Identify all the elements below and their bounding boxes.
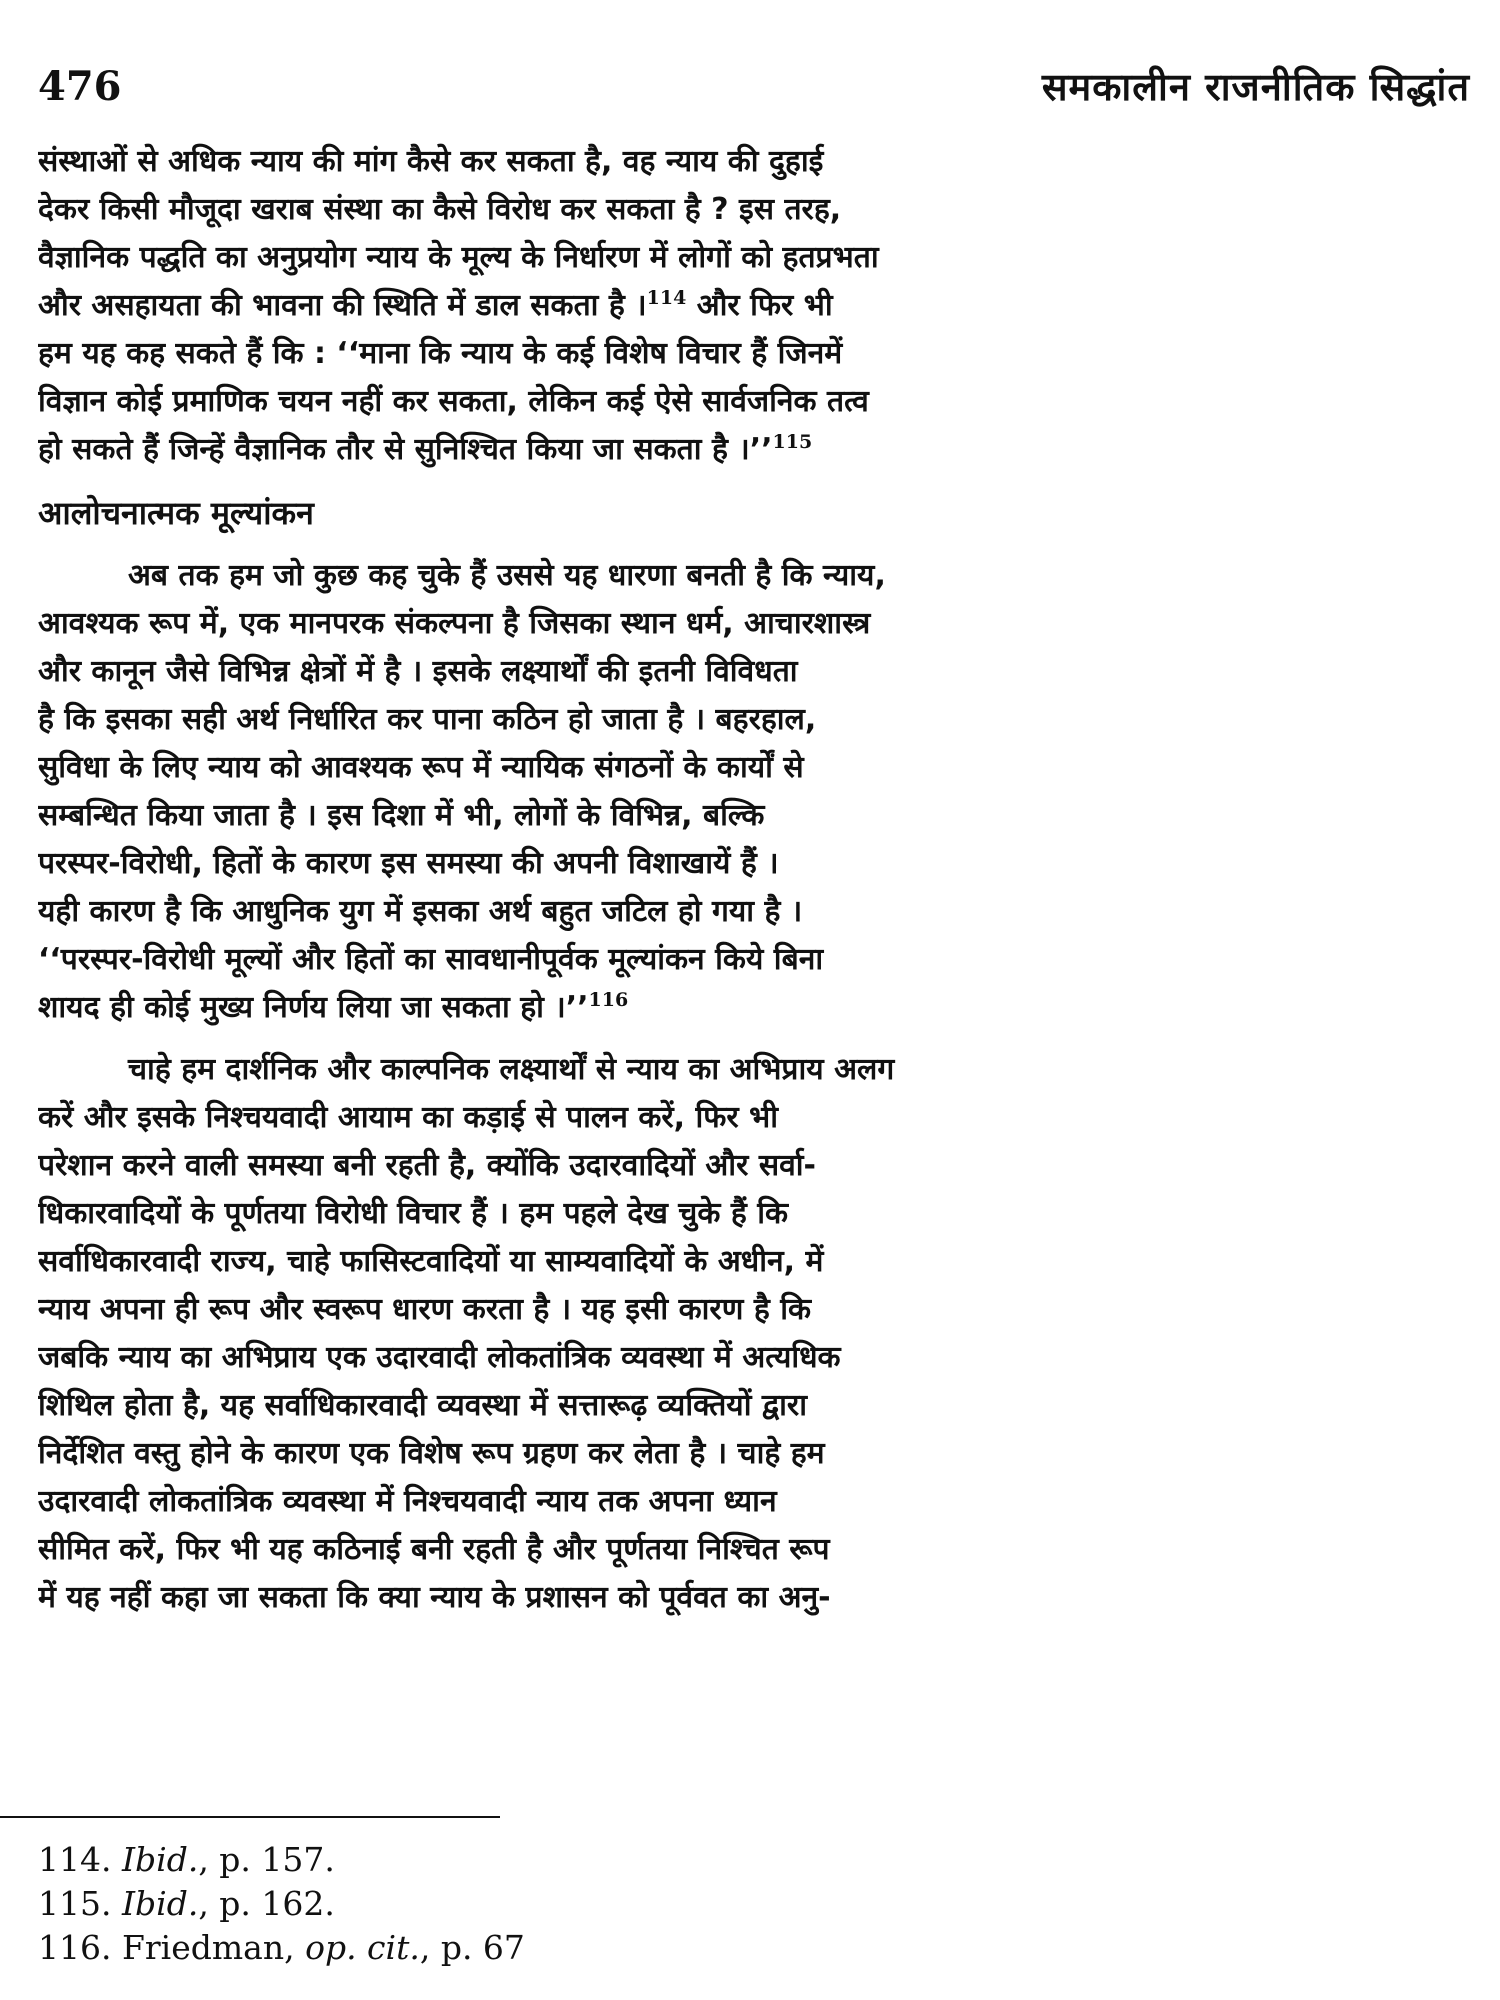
page-header <box>38 62 1470 112</box>
text-line: निर्देशित वस्तु होने के कारण एक विशेष रूप ग्रहण कर लेता है । चाहे हम <box>38 1436 825 1471</box>
body-text <box>38 138 1472 1622</box>
text-line: चाहे हम दार्शनिक और काल्पनिक लक्ष्यार्थों से न्याय का अभिप्राय अलग <box>128 1052 895 1087</box>
paragraph <box>38 1046 1472 1622</box>
text-line: न्याय अपना ही रूप और स्वरूप धारण करता है । यह इसी कारण है कि <box>38 1292 812 1327</box>
text-segment: और असहायता की भावना की स्थिति में डाल सकता है । <box>38 288 647 323</box>
text-line: उदारवादी लोकतांत्रिक व्यवस्था में निश्चयवादी न्याय तक अपना ध्यान <box>38 1484 777 1519</box>
text-line: परेशान करने वाली समस्या बनी रहती है, क्योंकि उदारवादियों और सर्वा- <box>38 1148 817 1183</box>
text-line: संस्थाओं से अधिक न्याय की मांग कैसे कर सकता है, वह न्याय की दुहाई <box>38 144 824 179</box>
spacer <box>38 538 1472 552</box>
footnote-page: , p. 157. <box>198 1840 335 1879</box>
text-line: में यह नहीं कहा जा सकता कि क्या न्याय के प्रशासन को पूर्ववत का अनु- <box>38 1580 831 1615</box>
footnote-number: 115. <box>38 1884 112 1923</box>
paragraph <box>38 552 1472 1032</box>
text-line <box>38 984 1472 1032</box>
footnote-number: 116. <box>38 1928 112 1967</box>
text-line: है कि इसका सही अर्थ निर्धारित कर पाना कठिन हो जाता है । बहरहाल, <box>38 702 817 737</box>
paragraph-continued <box>38 138 1472 474</box>
footnote-divider <box>0 1816 500 1818</box>
text-line: धिकारवादियों के पूर्णतया विरोधी विचार हैं । हम पहले देख चुके हैं कि <box>38 1196 789 1231</box>
footnote-115 <box>38 1882 938 1926</box>
text-line: सम्बन्धित किया जाता है । इस दिशा में भी, लोगों के विभिन्न, बल्कि <box>38 798 765 833</box>
text-line: अब तक हम जो कुछ कह चुके हैं उससे यह धारणा बनती है कि न्याय, <box>128 558 886 593</box>
footnote-ref-115: 115 <box>772 431 813 453</box>
footnote-work: op. cit. <box>305 1928 420 1967</box>
footnote-114 <box>38 1838 938 1882</box>
section-heading: आलोचनात्मक मूल्यांकन <box>38 494 314 532</box>
text-line <box>38 426 1472 474</box>
footnote-work: Ibid. <box>121 1840 199 1879</box>
text-line <box>38 282 1472 330</box>
footnote-page: , p. 67 <box>419 1928 525 1967</box>
text-line: और कानून जैसे विभिन्न क्षेत्रों में है । इसके लक्ष्यार्थों की इतनी विविधता <box>38 654 798 689</box>
text-line: हम यह कह सकते हैं कि : ‘‘माना कि न्याय के कई विशेष विचार हैं जिनमें <box>38 336 843 371</box>
spacer <box>38 1032 1472 1046</box>
text-line: सर्वाधिकारवादी राज्य, चाहे फासिस्टवादियों या साम्यवादियों के अधीन, में <box>38 1244 824 1279</box>
footnote-number: 114. <box>38 1840 112 1879</box>
text-line: शिथिल होता है, यह सर्वाधिकारवादी व्यवस्था में सत्तारूढ़ व्यक्तियों द्वारा <box>38 1388 807 1423</box>
text-line: वैज्ञानिक पद्धति का अनुप्रयोग न्याय के मूल्य के निर्धारण में लोगों को हतप्रभता <box>38 240 879 275</box>
text-line: जबकि न्याय का अभिप्राय एक उदारवादी लोकतांत्रिक व्यवस्था में अत्यधिक <box>38 1340 841 1375</box>
footnote-ref-114: 114 <box>646 287 687 309</box>
text-line: ‘‘परस्पर-विरोधी मूल्यों और हितों का सावधानीपूर्वक मूल्यांकन किये बिना <box>38 942 824 977</box>
text-line: परस्पर-विरोधी, हितों के कारण इस समस्या की अपनी विशाखायें हैं । <box>38 846 779 881</box>
footnotes <box>38 1838 938 1970</box>
text-line: करें और इसके निश्चयवादी आयाम का कड़ाई से पालन करें, फिर भी <box>38 1100 778 1135</box>
footnote-116 <box>38 1926 938 1970</box>
footnote-author: Friedman, <box>121 1928 306 1967</box>
page-number: 476 <box>38 63 122 110</box>
text-segment: शायद ही कोई मुख्य निर्णय लिया जा सकता हो ।’’ <box>38 990 589 1025</box>
text-line: आवश्यक रूप में, एक मानपरक संकल्पना है जिसका स्थान धर्म, आचारशास्त्र <box>38 606 871 641</box>
footnote-ref-116: 116 <box>588 989 629 1011</box>
running-title: समकालीन राजनीतिक सिद्धांत <box>1041 65 1470 109</box>
text-segment: हो सकते हैं जिन्हें वैज्ञानिक तौर से सुनिश्चित किया जा सकता है ।’’ <box>38 432 773 467</box>
text-line: यही कारण है कि आधुनिक युग में इसका अर्थ बहुत जटिल हो गया है । <box>38 894 803 929</box>
text-line: सुविधा के लिए न्याय को आवश्यक रूप में न्यायिक संगठनों के कार्यों से <box>38 750 804 785</box>
text-line: सीमित करें, फिर भी यह कठिनाई बनी रहती है और पूर्णतया निश्चित रूप <box>38 1532 830 1567</box>
text-line: देकर किसी मौजूदा खराब संस्था का कैसे विरोध कर सकता है ? इस तरह, <box>38 192 842 227</box>
text-line: विज्ञान कोई प्रमाणिक चयन नहीं कर सकता, लेकिन कई ऐसे सार्वजनिक तत्व <box>38 384 869 419</box>
footnote-work: Ibid. <box>121 1884 199 1923</box>
text-segment: और फिर भी <box>686 288 833 323</box>
footnote-page: , p. 162. <box>198 1884 335 1923</box>
spacer <box>38 474 1472 488</box>
